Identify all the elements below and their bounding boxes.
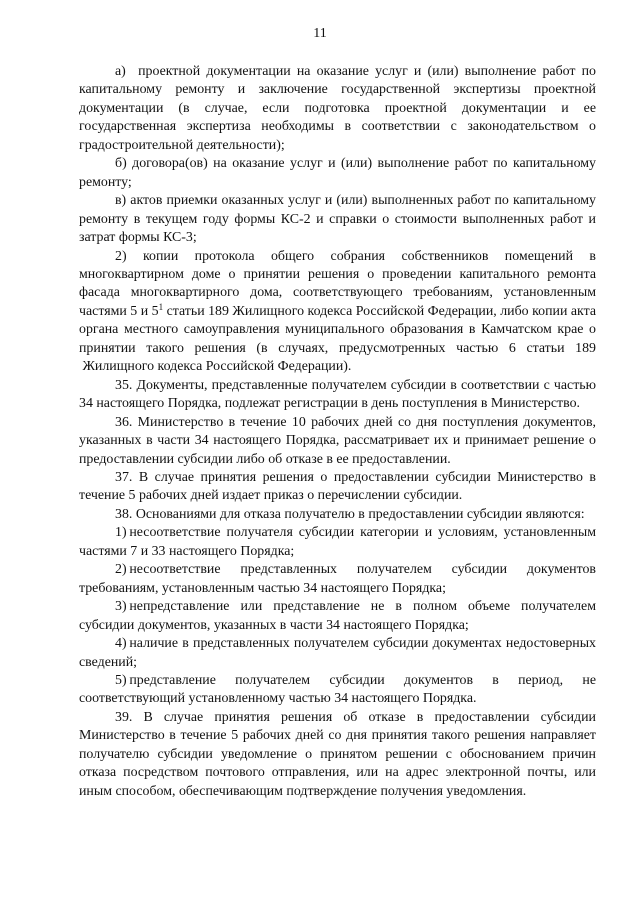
paragraph-37: 37. В случае принятия решения о предоставлении субсидии Министерство в течение 5 рабочих дней издает приказ о перечислении субсидии. xyxy=(79,469,596,504)
paragraph-item-a: а) проектной документации на оказание услуг и (или) выполнение работ по капитальному ремонту и заключение государственной экспертизы проектной документации (в случае, если подготовка проектной документации и ее государственная экспертиза необходимы в соответствии с законодательством о градостроительной деятельности); xyxy=(79,64,596,153)
paragraph-38-item-5: 5) представление получателем субсидии документов в период, не соответствующий установленному частью 34 настоящего Порядка. xyxy=(79,672,596,707)
paragraph-38-item-4: 4) наличие в представленных получателем субсидии документах недостоверных сведений; xyxy=(79,636,596,670)
paragraph-38: 38. Основаниями для отказа получателю в предоставлении субсидии являются: xyxy=(115,506,585,522)
paragraph-38-item-3: 3) непредставление или представление не в полном объеме получателем субсидии документов, указанных в части 34 настоящего Порядка; xyxy=(79,599,596,633)
paragraph-39: 39. В случае принятия решения об отказе в предоставлении субсидии Министерство в течение 5 рабочих дней со дня принятия такого решения направляет получателю субсидии уведомление о принятом решении с обоснованием причин отказа посредством почтового отправления, или на адрес электронной почты, или иным способом, обеспечивающим подтверждение получения уведомления. xyxy=(79,709,596,799)
paragraph-36: 36. Министерство в течение 10 рабочих дней со дня поступления документов, указанных в части 34 настоящего Порядка, рассматривает их и принимает решение о предоставлении субсидии либо об отказе в ее предоставлении. xyxy=(79,414,596,467)
document-body xyxy=(79,63,596,801)
paragraph-38-item-1: 1) несоответствие получателя субсидии категории и условиям, установленным частями 7 и 33 настоящего Порядка; xyxy=(79,525,596,559)
paragraph-35: 35. Документы, представленные получателем субсидии в соответствии с частью 34 настоящего Порядка, подлежат регистрации в день поступления в Министерство. xyxy=(79,377,596,412)
paragraph-38-item-2: 2) несоответствие представленных получателем субсидии документов требованиям, установленным частью 34 настоящего Порядка; xyxy=(79,562,596,596)
paragraph-item-b: б) договора(ов) на оказание услуг и (или) выполнение работ по капитальному ремонту; xyxy=(79,156,596,190)
page-number: 11 xyxy=(313,26,327,41)
superscript-one: 1 xyxy=(158,301,164,312)
paragraph-item-2 xyxy=(79,248,596,377)
paragraph-item-2-text: 2) копии протокола общего собрания собственников помещений в многоквартирном доме о принятии решения о проведении капитального ремонта фасада многоквартирного дома, соответствующего требованиям, установленным частями 5 и 5 xyxy=(79,248,596,319)
paragraph-item-v: в) актов приемки оказанных услуг и (или) выполненных работ по капитальному ремонту в текущем году формы КС-2 и справки о стоимости выполненных работ и затрат формы КС-3; xyxy=(79,193,596,246)
paragraph-item-2-text-end: статьи 189 Жилищного кодекса Российской Федерации, либо копии акта органа местного самоуправления муниципального образования в Камчатском крае о принятии такого решения (в случаях, предусмотренных частью 6 статьи 189 Жилищного кодекса Российской Федерации). xyxy=(79,303,596,375)
